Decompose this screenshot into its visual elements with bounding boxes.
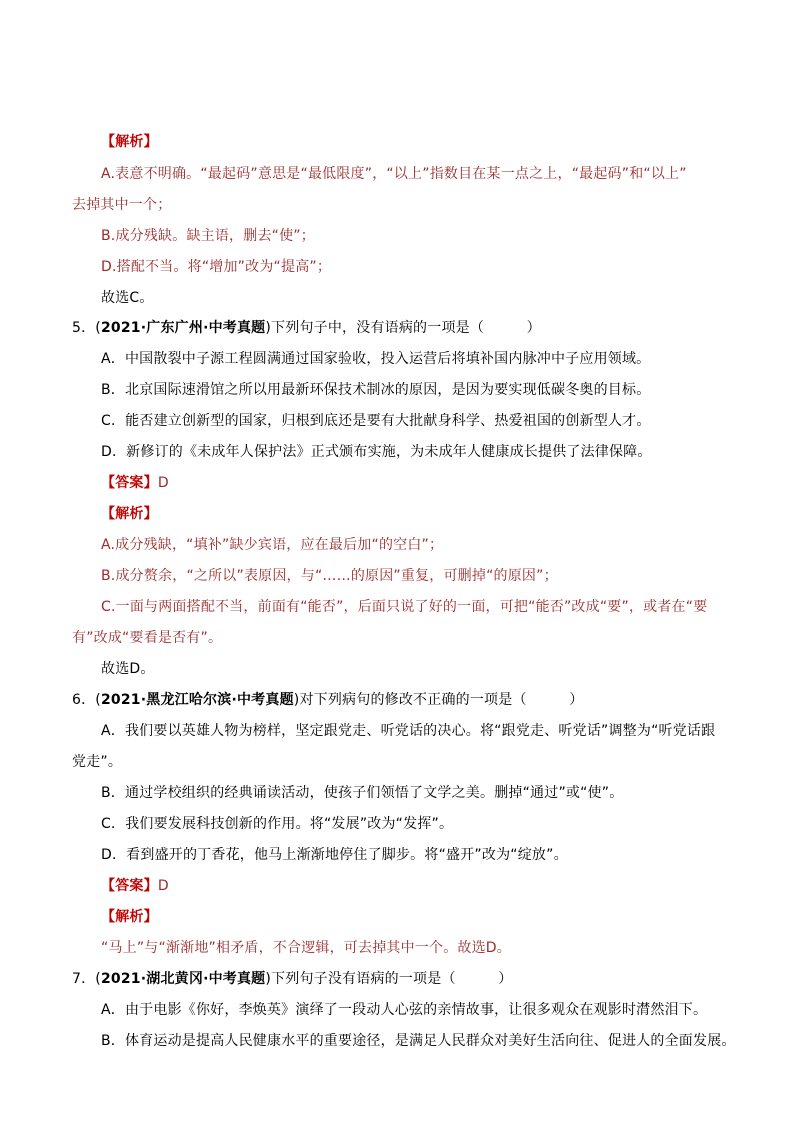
q6-option-a: A．我们要以英雄人物为榜样，坚定跟党走、听党话的决心。将“跟党走、听党话”调整为“听党话跟 xyxy=(101,723,716,739)
q6-answer-value: D xyxy=(157,878,169,894)
q5-analysis-label: 【解析】 xyxy=(101,506,158,522)
q5-answer-label: 【答案】 xyxy=(101,475,158,491)
q5-answer xyxy=(101,473,169,493)
q4-analysis-line-1: A.表意不明确。“最起码”意思是“最低限度”，“以上”指数目在某一点之上，“最起码”和“以上” xyxy=(101,166,687,182)
q5-answer-value: D xyxy=(157,475,169,491)
q5-option-b: B．北京国际速滑馆之所以用最新环保技术制冰的原因，是因为要实现低碳冬奥的目标。 xyxy=(101,382,651,398)
q5-number: 5．( xyxy=(72,320,101,336)
q6-analysis-line-1: “马上”与“渐渐地”相矛盾，不合逻辑，可去掉其中一个。故选D。 xyxy=(101,940,511,956)
q5-option-d: D．新修订的《未成年人保护法》正式颁布实施，为未成年人健康成长提供了法律保障。 xyxy=(101,444,652,460)
q7-stem xyxy=(72,969,512,989)
q5-analysis-line-3: C.一面与两面搭配不当，前面有“能否”，后面只说了好的一面，可把“能否”改成“要”，或者在“要 xyxy=(101,599,708,615)
q6-option-d: D．看到盛开的丁香花，他马上渐渐地停住了脚步。将“盛开”改为“绽放”。 xyxy=(101,847,568,863)
q4-analysis-line-3: B.成分残缺。缺主语，删去“使”； xyxy=(101,228,315,244)
q6-stem-text: )对下列病句的修改不正确的一项是（ ） xyxy=(293,692,584,708)
q7-number: 7．( xyxy=(72,971,101,987)
q4-analysis-label: 【解析】 xyxy=(101,134,158,150)
q7-source: 2021·湖北黄冈·中考真题 xyxy=(100,971,266,987)
q7-stem-text: )下列句子没有语病的一项是（ ） xyxy=(265,971,513,987)
q5-option-a: A．中国散裂中子源工程圆满通过国家验收，投入运营后将填补国内脉冲中子应用领域。 xyxy=(101,351,651,367)
q6-option-c: C．我们要发展科技创新的作用。将“发展”改为“发挥”。 xyxy=(101,816,454,832)
q5-analysis-line-4: 有”改成“要看是否有”。 xyxy=(72,630,223,646)
q6-number: 6．( xyxy=(72,692,101,708)
q5-source: 2021·广东广州·中考真题 xyxy=(100,320,266,336)
q7-option-a: A．由于电影《你好，李焕英》演绎了一段动人心弦的亲情故事，让很多观众在观影时潸然泪下。 xyxy=(101,1002,708,1018)
q4-analysis-line-2: 去掉其中一个； xyxy=(72,197,172,213)
q6-source: 2021·黑龙江哈尔滨·中考真题 xyxy=(100,692,294,708)
q5-option-c: C．能否建立创新型的国家，归根到底还是要有大批献身科学、热爱祖国的创新型人才。 xyxy=(101,413,651,429)
q6-option-a-cont: 党走”。 xyxy=(72,754,123,770)
q5-analysis-line-2: B.成分赘余，“之所以”表原因，与“……的原因”重复，可删掉“的原因”； xyxy=(101,568,558,584)
q6-option-b: B．通过学校组织的经典诵读活动，使孩子们领悟了文学之美。删掉“通过”或“使”。 xyxy=(101,785,624,801)
q6-analysis-label: 【解析】 xyxy=(101,909,158,925)
q6-stem xyxy=(72,690,583,710)
q6-answer-label: 【答案】 xyxy=(101,878,158,894)
q4-analysis-line-4: D.搭配不当。将“增加”改为“提高”； xyxy=(101,259,332,275)
q7-option-b: B．体育运动是提高人民健康水平的重要途径，是满足人民群众对美好生活向往、促进人的全面发展。 xyxy=(101,1033,736,1049)
q5-analysis-line-1: A.成分残缺，“填补”缺少宾语，应在最后加“的空白”； xyxy=(101,537,444,553)
q4-conclusion: 故选C。 xyxy=(101,290,154,306)
q5-stem-text: )下列句子中，没有语病的一项是（ ） xyxy=(265,320,541,336)
q6-answer xyxy=(101,876,169,896)
q5-stem xyxy=(72,318,541,338)
q5-conclusion: 故选D。 xyxy=(101,661,155,677)
